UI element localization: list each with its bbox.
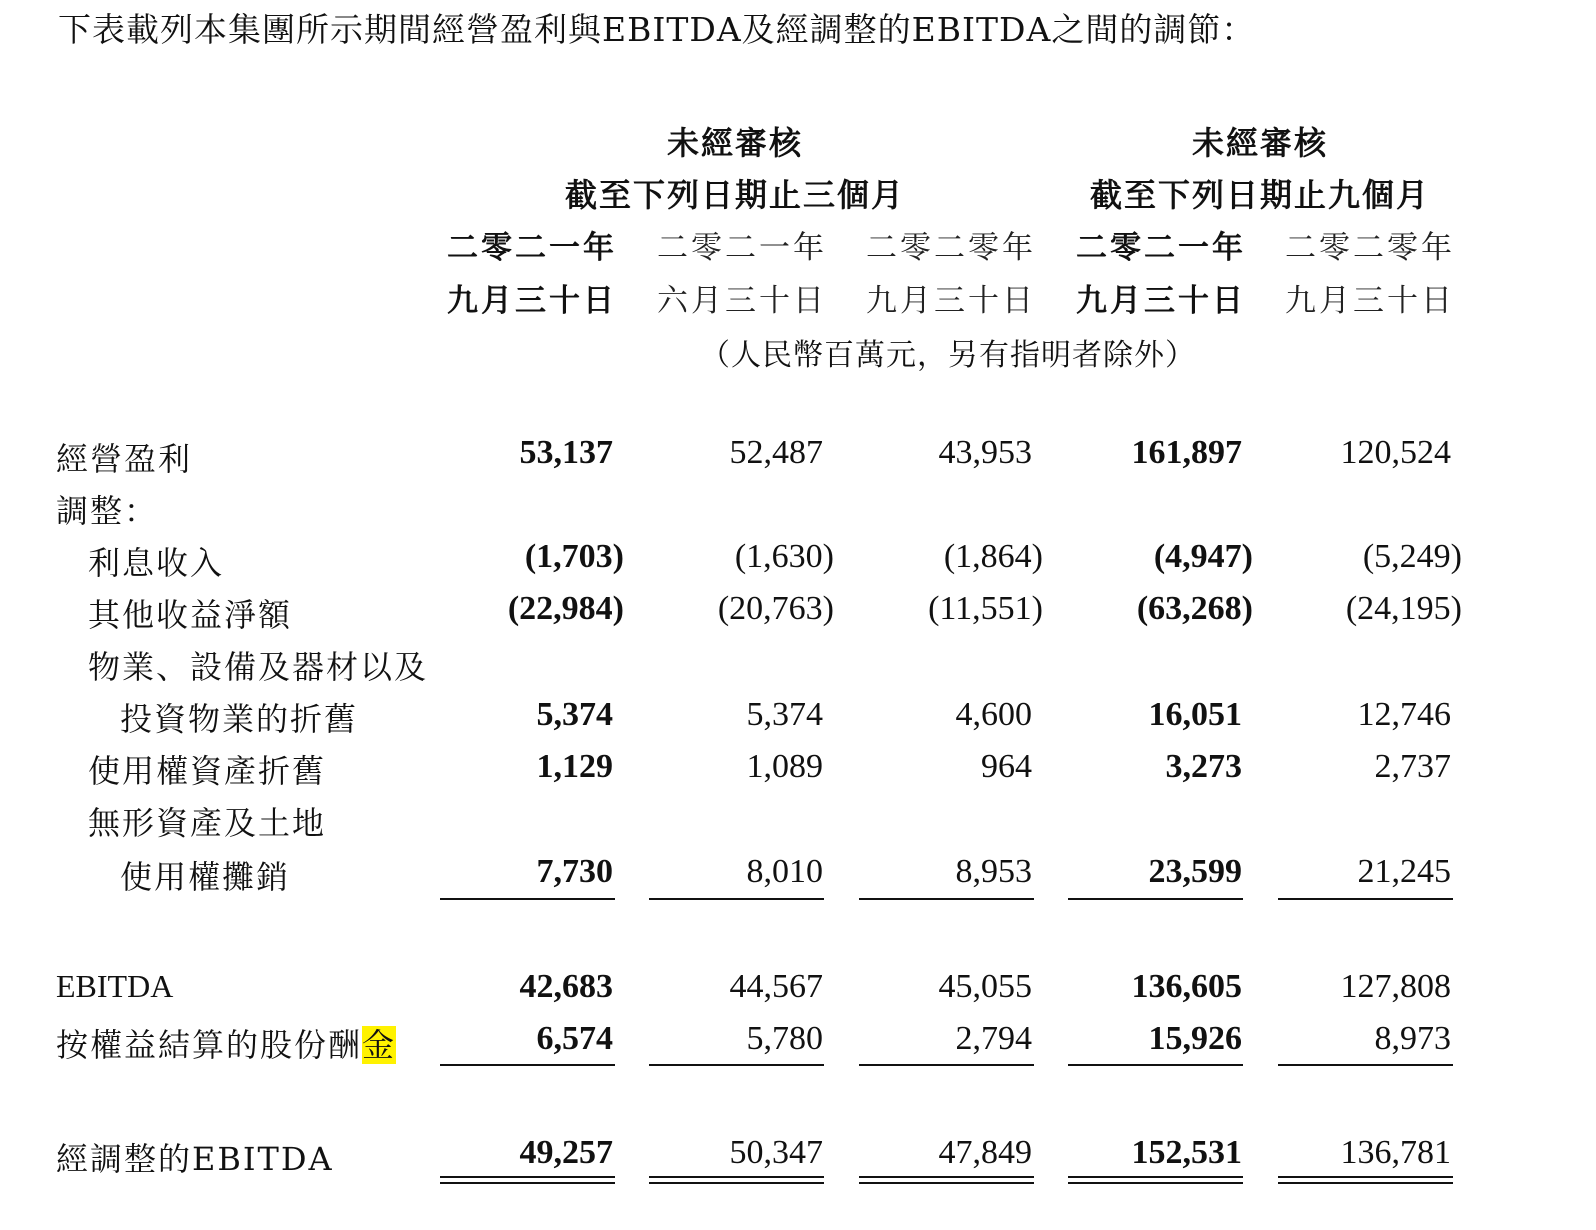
row-label-share-comp-main: 按權益結算的股份酬 [56, 1026, 363, 1064]
cell-adjusted-ebitda-col4: 152,531 [1131, 1134, 1242, 1171]
group-header-nine-months-line2: 截至下列日期止九個月 [1089, 176, 1430, 214]
cell-interest-income-col3: (1,864) [943, 538, 1043, 575]
col4-year: 二零二一年 [1076, 230, 1246, 266]
subtotal-rule-col3 [859, 898, 1034, 900]
col5-date: 九月三十日 [1285, 283, 1455, 319]
cell-amortisation-col2: 8,010 [746, 853, 823, 890]
cell-depreciation-rou-col3: 964 [981, 748, 1032, 785]
subtotal-rule-col5 [1278, 898, 1453, 900]
subtotal-rule-col1 [440, 898, 615, 900]
intro-text: 下表載列本集團所示期間經營盈利與EBITDA及經調整的EBITDA之間的調節： [58, 10, 1256, 49]
col2-date: 六月三十日 [657, 283, 827, 319]
group-header-three-months-line2: 截至下列日期止三個月 [564, 176, 905, 214]
col1-year: 二零二一年 [447, 230, 617, 266]
cell-amortisation-col5: 21,245 [1357, 853, 1451, 890]
cell-ebitda-col2: 44,567 [729, 968, 823, 1005]
cell-depreciation-ppe-col4: 16,051 [1148, 696, 1242, 733]
cell-interest-income-col4: (4,947) [1153, 538, 1253, 575]
cell-depreciation-ppe-col3: 4,600 [955, 696, 1032, 733]
cell-amortisation-col4: 23,599 [1148, 853, 1242, 890]
cell-share-comp-col3: 2,794 [955, 1020, 1032, 1057]
col1-date: 九月三十日 [447, 283, 617, 319]
col3-year: 二零二零年 [866, 230, 1036, 266]
total-rule-bottom-col5 [1278, 1182, 1453, 1184]
cell-operating-profit-col4: 161,897 [1131, 434, 1242, 471]
cell-share-comp-col5: 8,973 [1374, 1020, 1451, 1057]
total-rule-bottom-col2 [649, 1182, 824, 1184]
col3-date: 九月三十日 [866, 283, 1036, 319]
total-rule-top-col3 [859, 1176, 1034, 1178]
cell-other-gains-col5: (24,195) [1345, 590, 1462, 627]
cell-share-comp-col2: 5,780 [746, 1020, 823, 1057]
cell-adjusted-ebitda-col2: 50,347 [729, 1134, 823, 1171]
col5-year: 二零二零年 [1285, 230, 1455, 266]
cell-amortisation-col3: 8,953 [955, 853, 1032, 890]
row-label-share-comp-highlight: 金 [362, 1026, 397, 1064]
total-rule-top-col2 [649, 1176, 824, 1178]
cell-ebitda-col5: 127,808 [1340, 968, 1451, 1005]
cell-adjusted-ebitda-col1: 49,257 [519, 1134, 613, 1171]
total-rule-bottom-col3 [859, 1182, 1034, 1184]
cell-depreciation-rou-col5: 2,737 [1374, 748, 1451, 785]
subtotal-rule-col4 [1068, 898, 1243, 900]
units-note: （人民幣百萬元，另有指明者除外） [700, 338, 1196, 373]
cell-share-comp-col4: 15,926 [1148, 1020, 1242, 1057]
cell-operating-profit-col2: 52,487 [729, 434, 823, 471]
ebitda-rule-col3 [859, 1064, 1034, 1066]
row-label-depreciation-rou: 使用權資產折舊 [88, 752, 327, 790]
row-label-adjustments: 調整： [56, 492, 159, 530]
cell-share-comp-col1: 6,574 [536, 1020, 613, 1057]
col2-year: 二零二一年 [657, 230, 827, 266]
row-label-other-gains: 其他收益淨額 [88, 596, 293, 634]
row-label-adjusted-ebitda: 經調整的EBITDA [56, 1140, 334, 1178]
cell-depreciation-rou-col4: 3,273 [1165, 748, 1242, 785]
cell-ebitda-col3: 45,055 [938, 968, 1032, 1005]
ebitda-rule-col2 [649, 1064, 824, 1066]
row-label-operating-profit: 經營盈利 [56, 440, 193, 478]
cell-depreciation-ppe-col5: 12,746 [1357, 696, 1451, 733]
cell-amortisation-col1: 7,730 [536, 853, 613, 890]
cell-operating-profit-col3: 43,953 [938, 434, 1032, 471]
group-header-nine-months-line1: 未經審核 [1191, 124, 1328, 162]
cell-depreciation-rou-col2: 1,089 [746, 748, 823, 785]
cell-interest-income-col2: (1,630) [734, 538, 834, 575]
cell-other-gains-col3: (11,551) [928, 590, 1043, 627]
cell-other-gains-col2: (20,763) [717, 590, 834, 627]
cell-adjusted-ebitda-col5: 136,781 [1340, 1134, 1451, 1171]
total-rule-top-col5 [1278, 1176, 1453, 1178]
ebitda-rule-col1 [440, 1064, 615, 1066]
cell-interest-income-col1: (1,703) [524, 538, 624, 575]
total-rule-top-col4 [1068, 1176, 1243, 1178]
cell-depreciation-rou-col1: 1,129 [536, 748, 613, 785]
row-label-share-comp [56, 1020, 396, 1066]
cell-ebitda-col4: 136,605 [1131, 968, 1242, 1005]
row-label-amortisation-line2: 使用權攤銷 [120, 858, 291, 896]
cell-operating-profit-col1: 53,137 [519, 434, 613, 471]
cell-other-gains-col4: (63,268) [1136, 590, 1253, 627]
cell-adjusted-ebitda-col3: 47,849 [938, 1134, 1032, 1171]
total-rule-top-col1 [440, 1176, 615, 1178]
cell-depreciation-ppe-col2: 5,374 [746, 696, 823, 733]
row-label-interest-income: 利息收入 [88, 544, 225, 582]
subtotal-rule-col2 [649, 898, 824, 900]
cell-interest-income-col5: (5,249) [1362, 538, 1462, 575]
row-label-depreciation-ppe-line2: 投資物業的折舊 [120, 700, 359, 738]
ebitda-rule-col5 [1278, 1064, 1453, 1066]
col4-date: 九月三十日 [1076, 283, 1246, 319]
row-label-depreciation-ppe-line1: 物業、設備及器材以及 [88, 648, 429, 686]
ebitda-rule-col4 [1068, 1064, 1243, 1066]
cell-other-gains-col1: (22,984) [507, 590, 624, 627]
group-header-three-months-line1: 未經審核 [666, 124, 803, 162]
row-label-ebitda: EBITDA [56, 968, 174, 1004]
cell-depreciation-ppe-col1: 5,374 [536, 696, 613, 733]
total-rule-bottom-col4 [1068, 1182, 1243, 1184]
row-label-amortisation-line1: 無形資產及土地 [88, 804, 327, 842]
cell-ebitda-col1: 42,683 [519, 968, 613, 1005]
cell-operating-profit-col5: 120,524 [1340, 434, 1451, 471]
total-rule-bottom-col1 [440, 1182, 615, 1184]
